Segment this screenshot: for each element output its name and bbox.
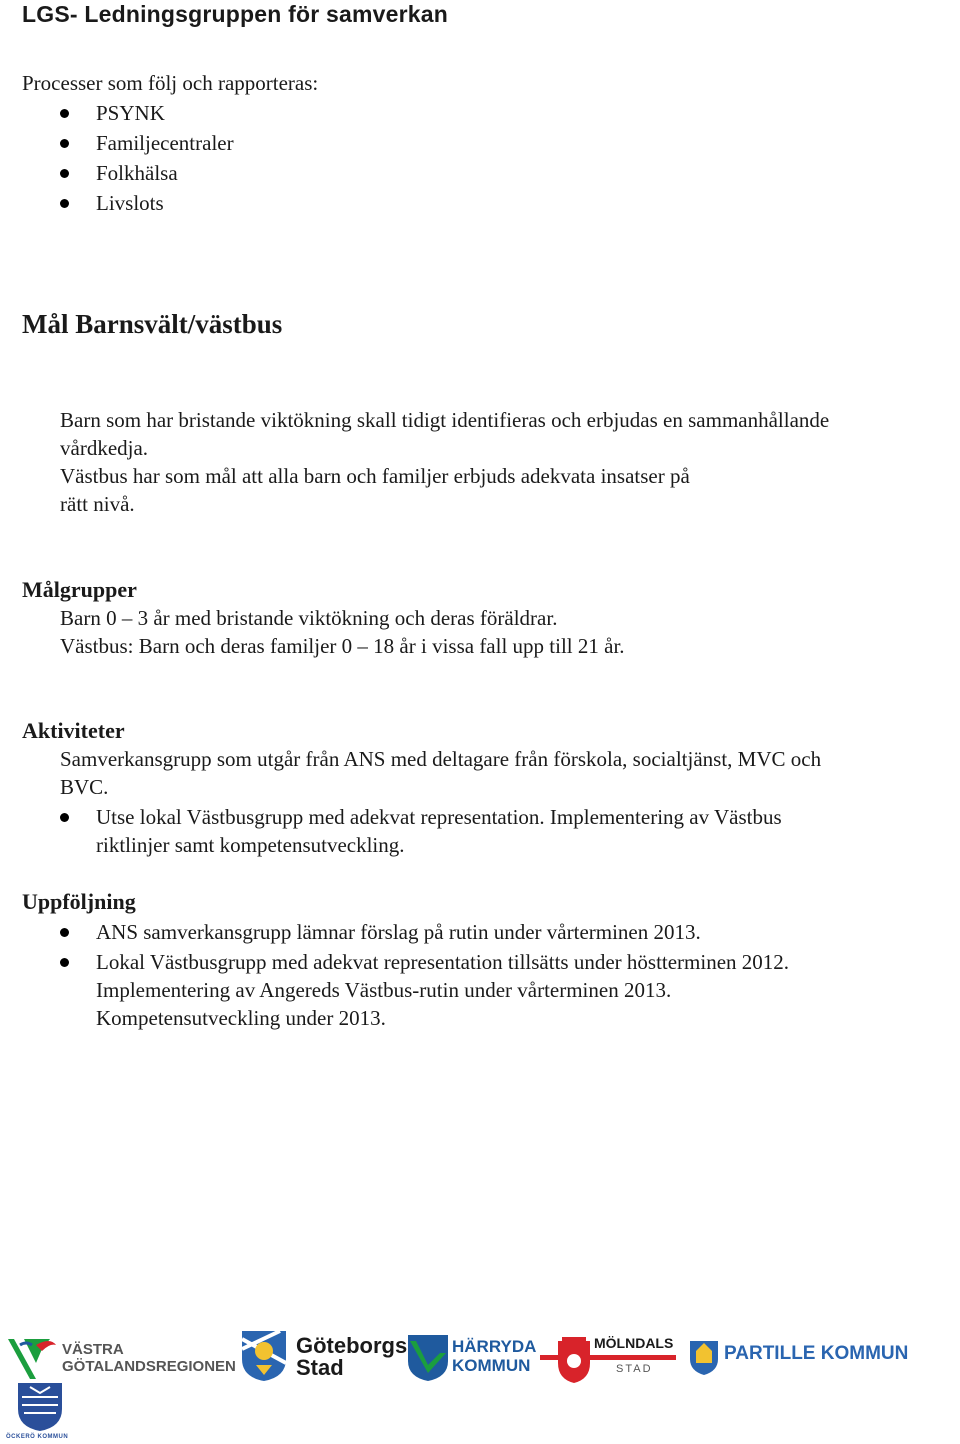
goal-line: Barn som har bristande viktökning skall tidigt identifieras och erbjudas en sammanhållande — [60, 408, 830, 432]
activities-heading: Aktiviteter — [22, 718, 125, 743]
followup-heading: Uppföljning — [22, 889, 136, 914]
goteborg-logo — [240, 1329, 408, 1387]
ockero-logo-text: ÖCKERÖ KOMMUN — [6, 1434, 69, 1440]
target-groups-line: Barn 0 – 3 år med bristande viktökning och deras föräldrar. — [60, 606, 558, 630]
activities-line: Samverkansgrupp som utgår från ANS med deltagare från förskola, socialtjänst, MVC och — [60, 747, 822, 771]
list-item: Livslots — [0, 189, 234, 217]
processes-list — [0, 99, 234, 217]
list-item: Familjecentraler — [0, 129, 234, 157]
target-groups-heading: Målgrupper — [22, 577, 137, 602]
bullet-icon — [60, 199, 69, 208]
goteborg-logo-line2: Stad — [296, 1355, 344, 1380]
bullet-icon — [60, 139, 69, 148]
bullet-icon — [60, 813, 69, 822]
followup-list — [0, 918, 789, 1032]
goal-line: Västbus har som mål att alla barn och familjer erbjuds adekvata insatser på — [60, 464, 690, 488]
molndal-logo — [540, 1335, 680, 1387]
list-item: ANS samverkansgrupp lämnar förslag på rutin under vårterminen 2013. — [0, 918, 789, 946]
partille-logo-text: PARTILLE KOMMUN — [724, 1343, 909, 1364]
harryda-logo — [406, 1333, 538, 1385]
harryda-logo-line1: HÄRRYDA — [452, 1337, 537, 1356]
bullet-icon — [60, 958, 69, 967]
goal-heading: Mål Barnsvält/västbus — [22, 309, 283, 339]
activities-list — [0, 803, 782, 859]
goteborg-shield-icon — [240, 1329, 288, 1383]
list-item: Folkhälsa — [0, 159, 234, 187]
harryda-logo-line2: KOMMUN — [452, 1356, 531, 1375]
goal-line: vårdkedja. — [60, 436, 149, 460]
molndal-logo-line1: MÖLNDALS — [594, 1335, 674, 1351]
vgr-emblem-icon — [6, 1335, 58, 1385]
activities-line: BVC. — [60, 775, 109, 799]
ockero-shield-icon — [14, 1381, 66, 1433]
logos-strip — [0, 1325, 960, 1444]
bullet-icon — [60, 109, 69, 118]
vgr-logo-line1: VÄSTRA — [62, 1341, 124, 1358]
partille-logo — [688, 1339, 918, 1379]
harryda-shield-icon — [406, 1333, 450, 1383]
partille-shield-icon — [688, 1339, 720, 1377]
vgr-logo — [6, 1335, 234, 1387]
processes-intro: Processer som följ och rapporteras: — [22, 71, 319, 95]
vgr-logo-line2: GÖTALANDSREGIONEN — [62, 1358, 236, 1375]
ockero-logo — [6, 1381, 76, 1443]
goteborg-logo-line1: Göteborgs — [296, 1333, 408, 1358]
page-title: LGS- Ledningsgruppen för samverkan — [22, 1, 448, 27]
goal-line: rätt nivå. — [60, 492, 135, 516]
list-item: Lokal Västbusgrupp med adekvat representation tillsätts under höstterminen 2012. Implementering av Angereds Västbus-rutin under vårterminen 2013. Kompetensutveckling under 2013. — [0, 948, 789, 1032]
list-item: Utse lokal Västbusgrupp med adekvat representation. Implementering av Västbus riktlinjer samt kompetensutveckling. — [0, 803, 782, 859]
target-groups-line: Västbus: Barn och deras familjer 0 – 18 år i vissa fall upp till 21 år. — [60, 634, 625, 658]
molndal-logo-line2: STAD — [616, 1363, 653, 1375]
bullet-icon — [60, 928, 69, 937]
list-item: PSYNK — [0, 99, 234, 127]
bullet-icon — [60, 169, 69, 178]
